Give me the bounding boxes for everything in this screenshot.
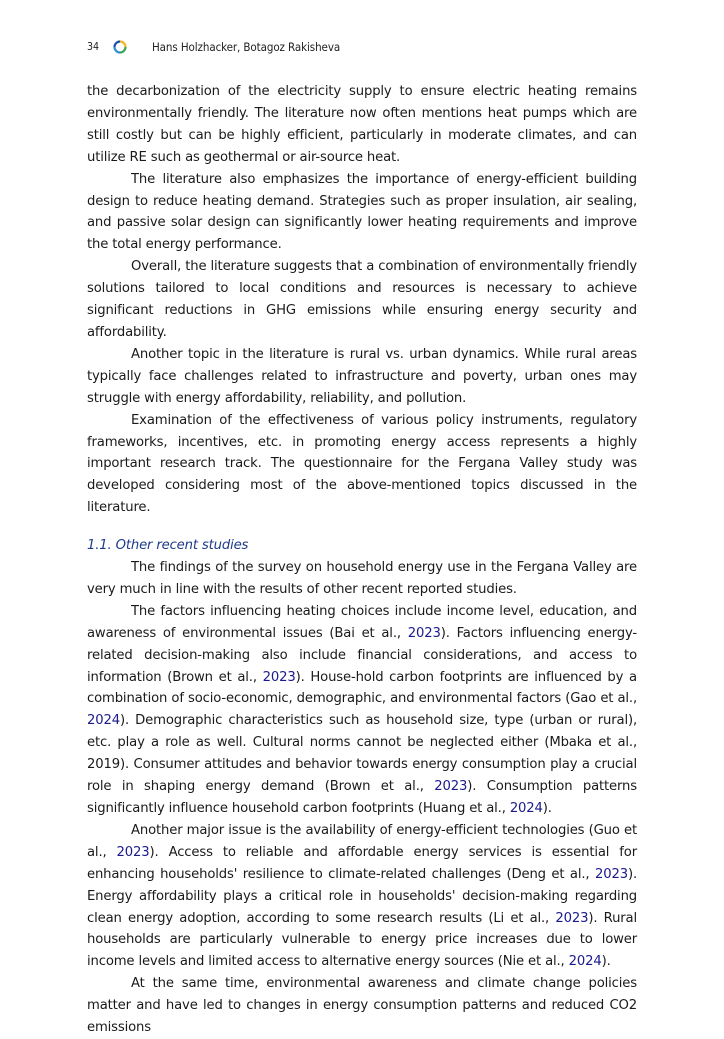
paragraph xyxy=(87,256,637,344)
text-segment: ). Rural households are particularly vulnerable to energy price increases due to lower income levels and limited access to alternative energy sources (Nie et al., xyxy=(87,910,637,970)
section-heading: 1.1. Other recent studies xyxy=(87,538,249,554)
text-segment: Overall, the literature suggests that a combination of environmentally friendly solutions tailored to local conditions and resources is necessary to achieve significant reductions in GHG emissions while ensuring energy security and affordability. xyxy=(87,259,637,340)
citation-link[interactable]: 2023 xyxy=(434,779,468,795)
paragraph xyxy=(87,410,637,520)
page-number: 34 xyxy=(87,41,100,53)
paragraph xyxy=(87,973,637,1039)
paragraphs-before-section xyxy=(87,81,637,519)
running-header xyxy=(87,39,340,55)
text-segment: The findings of the survey on household energy use in the Fergana Valley are very much in line with the results of other recent reported studies. xyxy=(87,560,637,597)
text-segment: ). xyxy=(542,801,552,816)
paragraphs-after-section xyxy=(87,557,637,1039)
text-segment: ). Demographic characteristics such as household size, type (urban or rural), etc. play a role as well. Cultural norms cannot be neglected either (Mbaka et al., 2019). Consumer attitudes and behavior towards energy consumption play a crucial role in shaping energy demand (Brown et al., xyxy=(87,713,637,795)
text-segment: ). xyxy=(601,954,611,970)
paragraph xyxy=(87,601,637,820)
journal-ring-logo-icon xyxy=(113,40,127,54)
text-segment: The literature also emphasizes the importance of energy-efficient building design to reduce heating demand. Strategies such as proper insulation, air sealing, and passive solar design can significantly lower heating requirements and improve the total energy performance. xyxy=(87,171,637,253)
text-segment: The factors influencing heating choices include income level, education, and awareness of environmental issues (Bai et al., xyxy=(87,603,637,641)
text-segment: ). Consumption patterns significantly influence household carbon footprints (Huang et al., xyxy=(87,779,637,816)
body-text xyxy=(87,81,637,1039)
citation-link[interactable]: 2023 xyxy=(407,625,441,641)
text-segment: Examination of the effectiveness of various policy instruments, regulatory frameworks, incentives, etc. in promoting energy access represents a highly important research track. The questionnaire for the Fergana Valley study was developed considering most of the above-mentioned topics discussed in the literature. xyxy=(87,412,637,516)
paragraph xyxy=(87,169,637,257)
paragraph xyxy=(87,81,637,169)
text-segment: ). House-hold carbon footprints are influenced by a combination of socio-economic, demographic, and environmental factors (Gao et al., xyxy=(87,669,637,707)
paragraph xyxy=(87,820,637,973)
text-segment: ). Factors influencing energy-related decision-making also include financial considerations, and access to information (Brown et al., xyxy=(87,625,637,685)
text-segment: Another major issue is the availability of energy-efficient technologies (Guo et al., xyxy=(87,822,637,860)
text-segment: the decarbonization of the electricity supply to ensure electric heating remains environmentally friendly. The literature now often mentions heat pumps which are still costly but can be highly efficient, particularly in moderate climates, and can utilize RE such as geothermal or air-source heat. xyxy=(87,84,637,165)
text-segment: Another topic in the literature is rural vs. urban dynamics. While rural areas typically face challenges related to infrastructure and poverty, urban ones may struggle with energy affordability, reliability, and pollution. xyxy=(87,346,637,406)
citation-link[interactable]: 2024 xyxy=(509,801,543,816)
text-segment: ). Energy affordability plays a critical role in households' decision-making regarding clean energy adoption, according to some research results (Li et al., xyxy=(87,866,637,926)
citation-link[interactable]: 2023 xyxy=(555,910,589,926)
paragraph xyxy=(87,557,637,601)
text-segment: ). Access to reliable and affordable energy services is essential for enhancing households' resilience to climate-related challenges (Deng et al., xyxy=(87,844,637,882)
paragraph xyxy=(87,344,637,410)
citation-link[interactable]: 2024 xyxy=(568,954,602,970)
text-segment: At the same time, environmental awareness and climate change policies matter and have led to changes in energy consumption patterns and reduced CO2 emissions xyxy=(87,976,637,1036)
citation-link[interactable]: 2024 xyxy=(87,713,120,729)
citation-link[interactable]: 2023 xyxy=(116,844,150,860)
citation-link[interactable]: 2023 xyxy=(262,669,296,685)
authors: Hans Holzhacker, Botagoz Rakisheva xyxy=(152,40,341,54)
citation-link[interactable]: 2023 xyxy=(594,866,628,882)
